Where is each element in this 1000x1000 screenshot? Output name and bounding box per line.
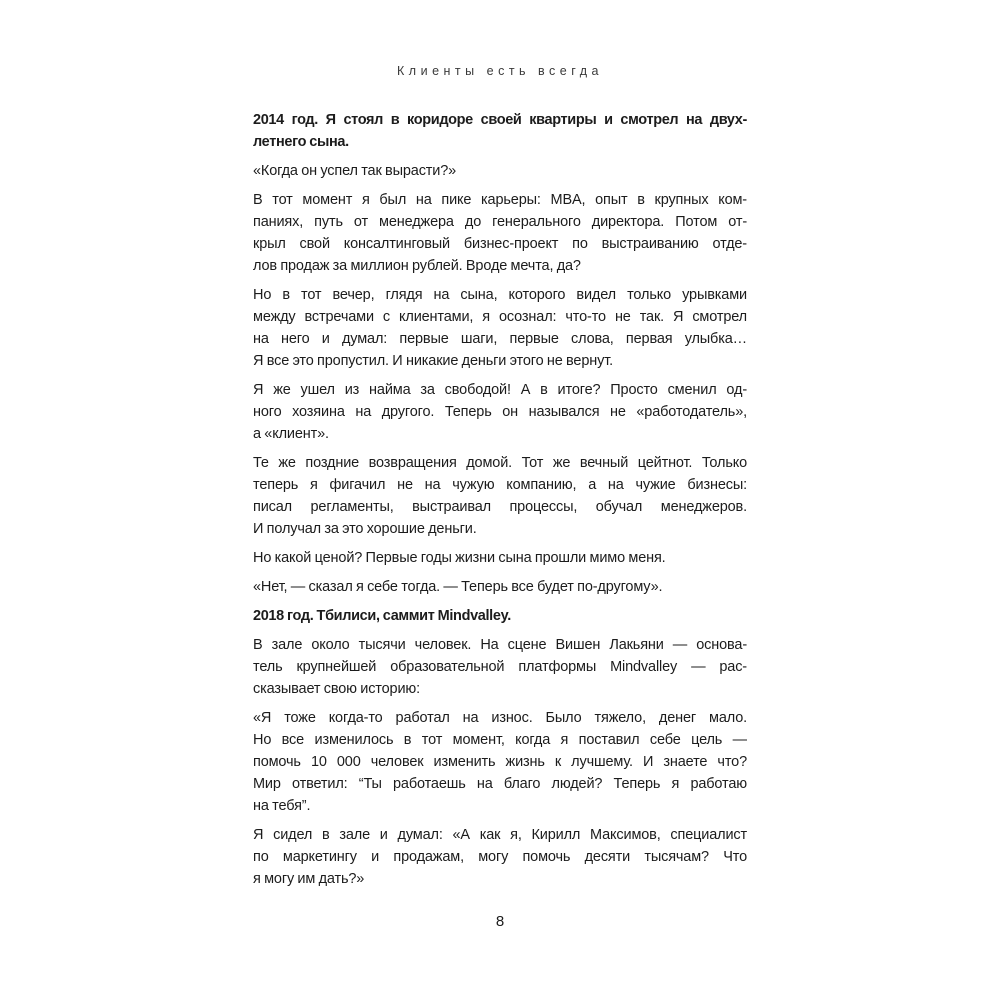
text-line: тель крупнейшей образовательной платформы Mindvalley — рас- xyxy=(253,659,747,675)
text-line: паниях, путь от менеджера до генерального директора. Потом от- xyxy=(253,214,747,230)
text-line: «Нет, — сказал я себе тогда. — Теперь все будет по-другому». xyxy=(253,579,663,595)
paragraph xyxy=(253,707,747,817)
text-line: Мир ответил: “Ты работаешь на благо людей? Теперь я работаю xyxy=(253,776,747,792)
text-line: сказывает свою историю: xyxy=(253,681,421,697)
text-line: ного хозяина на другого. Теперь он назывался не «работодатель», xyxy=(253,404,747,420)
text-line: лов продаж за миллион рублей. Вроде мечта, да? xyxy=(253,258,581,274)
text-line: Но в тот вечер, глядя на сына, которого видел только урывками xyxy=(253,287,747,303)
text-line: В зале около тысячи человек. На сцене Вишен Лакьяни — основа- xyxy=(253,637,747,653)
text-line: Я все это пропустил. И никакие деньги этого не вернут. xyxy=(253,353,613,369)
text-line: я могу им дать?» xyxy=(253,871,365,887)
text-line: на тебя”. xyxy=(253,798,311,814)
text-line: Но какой ценой? Первые годы жизни сына прошли мимо меня. xyxy=(253,550,666,566)
text-line: помочь 10 000 человек изменить жизнь к лучшему. И знаете что? xyxy=(253,754,747,770)
text-line: между встречами с клиентами, я осознал: что-то не так. Я смотрел xyxy=(253,309,747,325)
text-line: «Когда он успел так вырасти?» xyxy=(253,163,457,179)
text-line: Но все изменилось в тот момент, когда я поставил себе цель — xyxy=(253,732,747,748)
text-line: И получал за это хорошие деньги. xyxy=(253,521,477,537)
paragraph xyxy=(253,189,747,277)
text-line: по маркетингу и продажам, могу помочь десяти тысячам? Что xyxy=(253,849,747,865)
text-block xyxy=(253,109,747,897)
running-head: Клиенты есть всегда xyxy=(397,64,603,78)
paragraph xyxy=(253,605,747,627)
text-line: Я сидел в зале и думал: «А как я, Кирилл Максимов, специалист xyxy=(253,827,747,843)
paragraph xyxy=(253,576,747,598)
text-line: 2014 год. Я стоял в коридоре своей квартиры и смотрел на двух- xyxy=(253,112,747,128)
text-line: В тот момент я был на пике карьеры: MBA, опыт в крупных ком- xyxy=(253,192,747,208)
text-line: на него и думал: первые шаги, первые слова, первая улыбка… xyxy=(253,331,747,347)
paragraph xyxy=(253,824,747,890)
paragraph xyxy=(253,160,747,182)
text-line: «Я тоже когда-то работал на износ. Было тяжело, денег мало. xyxy=(253,710,747,726)
text-line: летнего сына. xyxy=(253,134,349,150)
paragraph xyxy=(253,284,747,372)
paragraph xyxy=(253,379,747,445)
text-line: писал регламенты, выстраивал процессы, обучал менеджеров. xyxy=(253,499,747,515)
text-line: теперь я фигачил не на чужую компанию, а на чужие бизнесы: xyxy=(253,477,747,493)
text-line: крыл свой консалтинговый бизнес-проект по выстраиванию отде- xyxy=(253,236,747,252)
text-line: 2018 год. Тбилиси, саммит Mindvalley. xyxy=(253,608,511,624)
page-number: 8 xyxy=(495,913,505,930)
text-line: а «клиент». xyxy=(253,426,329,442)
paragraph xyxy=(253,547,747,569)
paragraph xyxy=(253,109,747,153)
paragraph xyxy=(253,634,747,700)
paragraph xyxy=(253,452,747,540)
text-line: Те же поздние возвращения домой. Тот же вечный цейтнот. Только xyxy=(253,455,747,471)
text-line: Я же ушел из найма за свободой! А в итоге? Просто сменил од- xyxy=(253,382,747,398)
